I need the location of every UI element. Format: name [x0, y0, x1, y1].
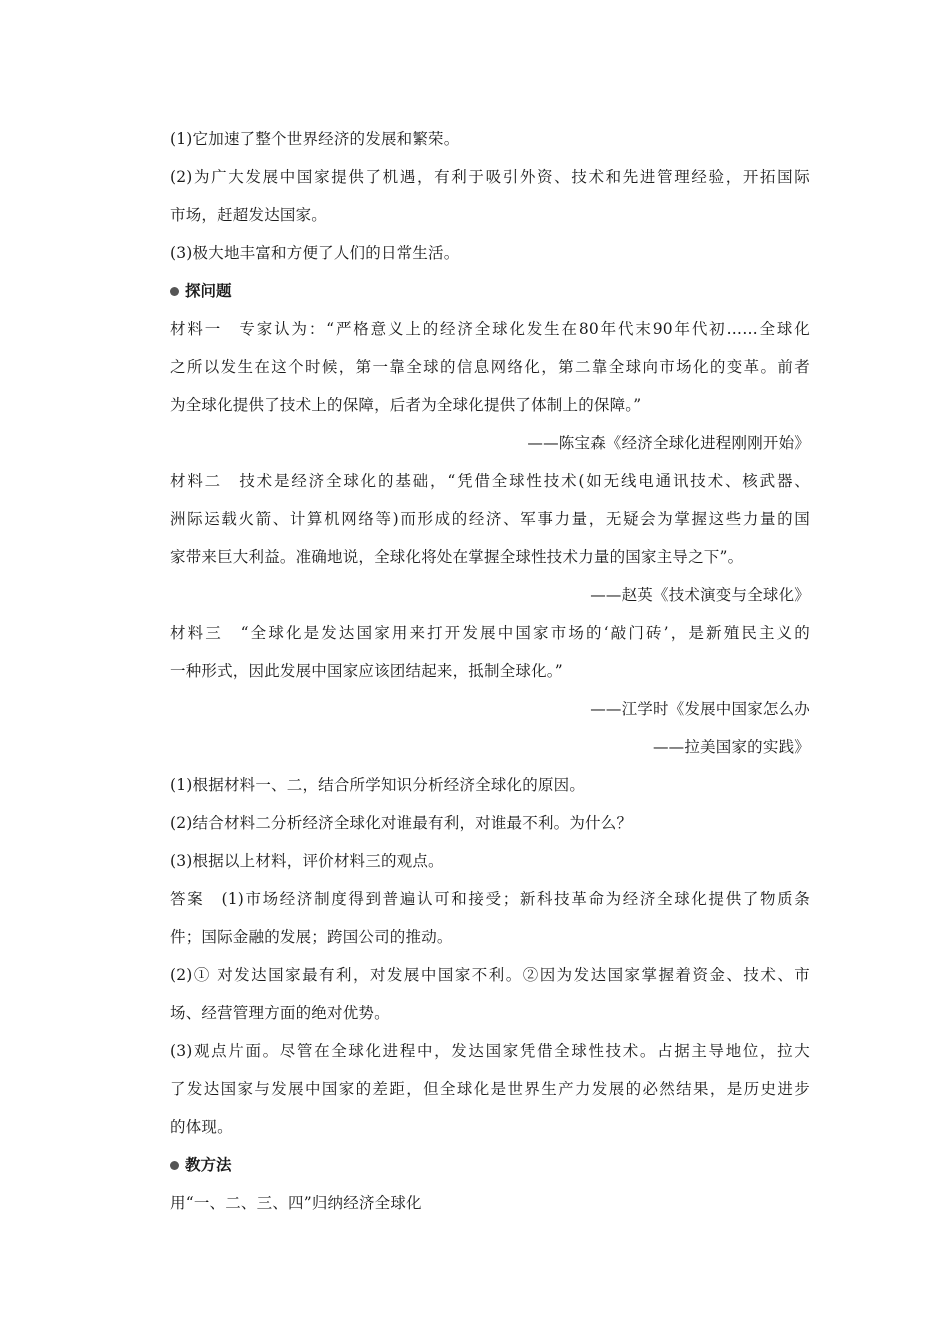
- bullet-icon: [170, 287, 179, 296]
- section-title: 探问题: [185, 281, 232, 300]
- document-page: [170, 120, 810, 1222]
- answer-line: (3)观点片面。尽管在全球化进程中，发达国家凭借全球性技术。占据主导地位，拉大: [170, 1042, 810, 1060]
- material-line: 一种形式，因此发展中国家应该团结起来，抵制全球化。”: [170, 662, 563, 680]
- answer-line: 的体现。: [170, 1118, 233, 1136]
- material-line: 洲际运载火箭、计算机网络等)而形成的经济、军事力量，无疑会为掌握这些力量的国: [170, 510, 810, 528]
- paragraph-line: 用“一、二、三、四”归纳经济全球化: [170, 1194, 422, 1212]
- answer-line: 了发达国家与发展中国家的差距，但全球化是世界生产力发展的必然结果，是历史进步: [170, 1080, 810, 1098]
- section-heading-method: [170, 1146, 810, 1184]
- material-line: 家带来巨大利益。准确地说，全球化将处在掌握全球性技术力量的国家主导之下”。: [170, 548, 744, 566]
- citation: ——赵英《技术演变与全球化》: [590, 586, 810, 604]
- citation: ——江学时《发展中国家怎么办: [590, 700, 810, 718]
- material-line: 之所以发生在这个时候，第一靠全球的信息网络化，第二靠全球向市场化的变革。前者: [170, 358, 810, 376]
- answer-line: (2)① 对发达国家最有利，对发展中国家不利。②因为发达国家掌握着资金、技术、市: [170, 966, 810, 984]
- material-line: 材料二 技术是经济全球化的基础，“凭借全球性技术(如无线电通讯技术、核武器、: [170, 472, 810, 490]
- citation: ——拉美国家的实践》: [652, 738, 810, 756]
- material-line: 材料三 “全球化是发达国家用来打开发展中国家市场的‘敲门砖’，是新殖民主义的: [170, 624, 810, 642]
- material-line: 为全球化提供了技术上的保障，后者为全球化提供了体制上的保障。”: [170, 396, 642, 414]
- citation: ——陈宝森《经济全球化进程刚刚开始》: [527, 434, 810, 452]
- question-line: (1)根据材料一、二，结合所学知识分析经济全球化的原因。: [170, 776, 586, 794]
- bullet-icon: [170, 1161, 179, 1170]
- answer-line: 件；国际金融的发展；跨国公司的推动。: [170, 928, 453, 946]
- question-line: (3)根据以上材料，评价材料三的观点。: [170, 852, 444, 870]
- paragraph-line: (3)极大地丰富和方便了人们的日常生活。: [170, 244, 460, 262]
- section-title: 教方法: [185, 1155, 232, 1174]
- section-heading-explore: [170, 272, 810, 310]
- question-line: (2)结合材料二分析经济全球化对谁最有利，对谁最不利。为什么？: [170, 814, 633, 832]
- answer-line: 场、经营管理方面的绝对优势。: [170, 1004, 390, 1022]
- answer-line: 答案 (1)市场经济制度得到普遍认可和接受；新科技革命为经济全球化提供了物质条: [170, 890, 810, 908]
- paragraph-line: (2)为广大发展中国家提供了机遇，有利于吸引外资、技术和先进管理经验，开拓国际: [170, 168, 810, 186]
- material-line: 材料一 专家认为：“严格意义上的经济全球化发生在80年代末90年代初……全球化: [170, 320, 810, 338]
- paragraph-line: (1)它加速了整个世界经济的发展和繁荣。: [170, 130, 460, 148]
- paragraph-line: 市场，赶超发达国家。: [170, 206, 328, 224]
